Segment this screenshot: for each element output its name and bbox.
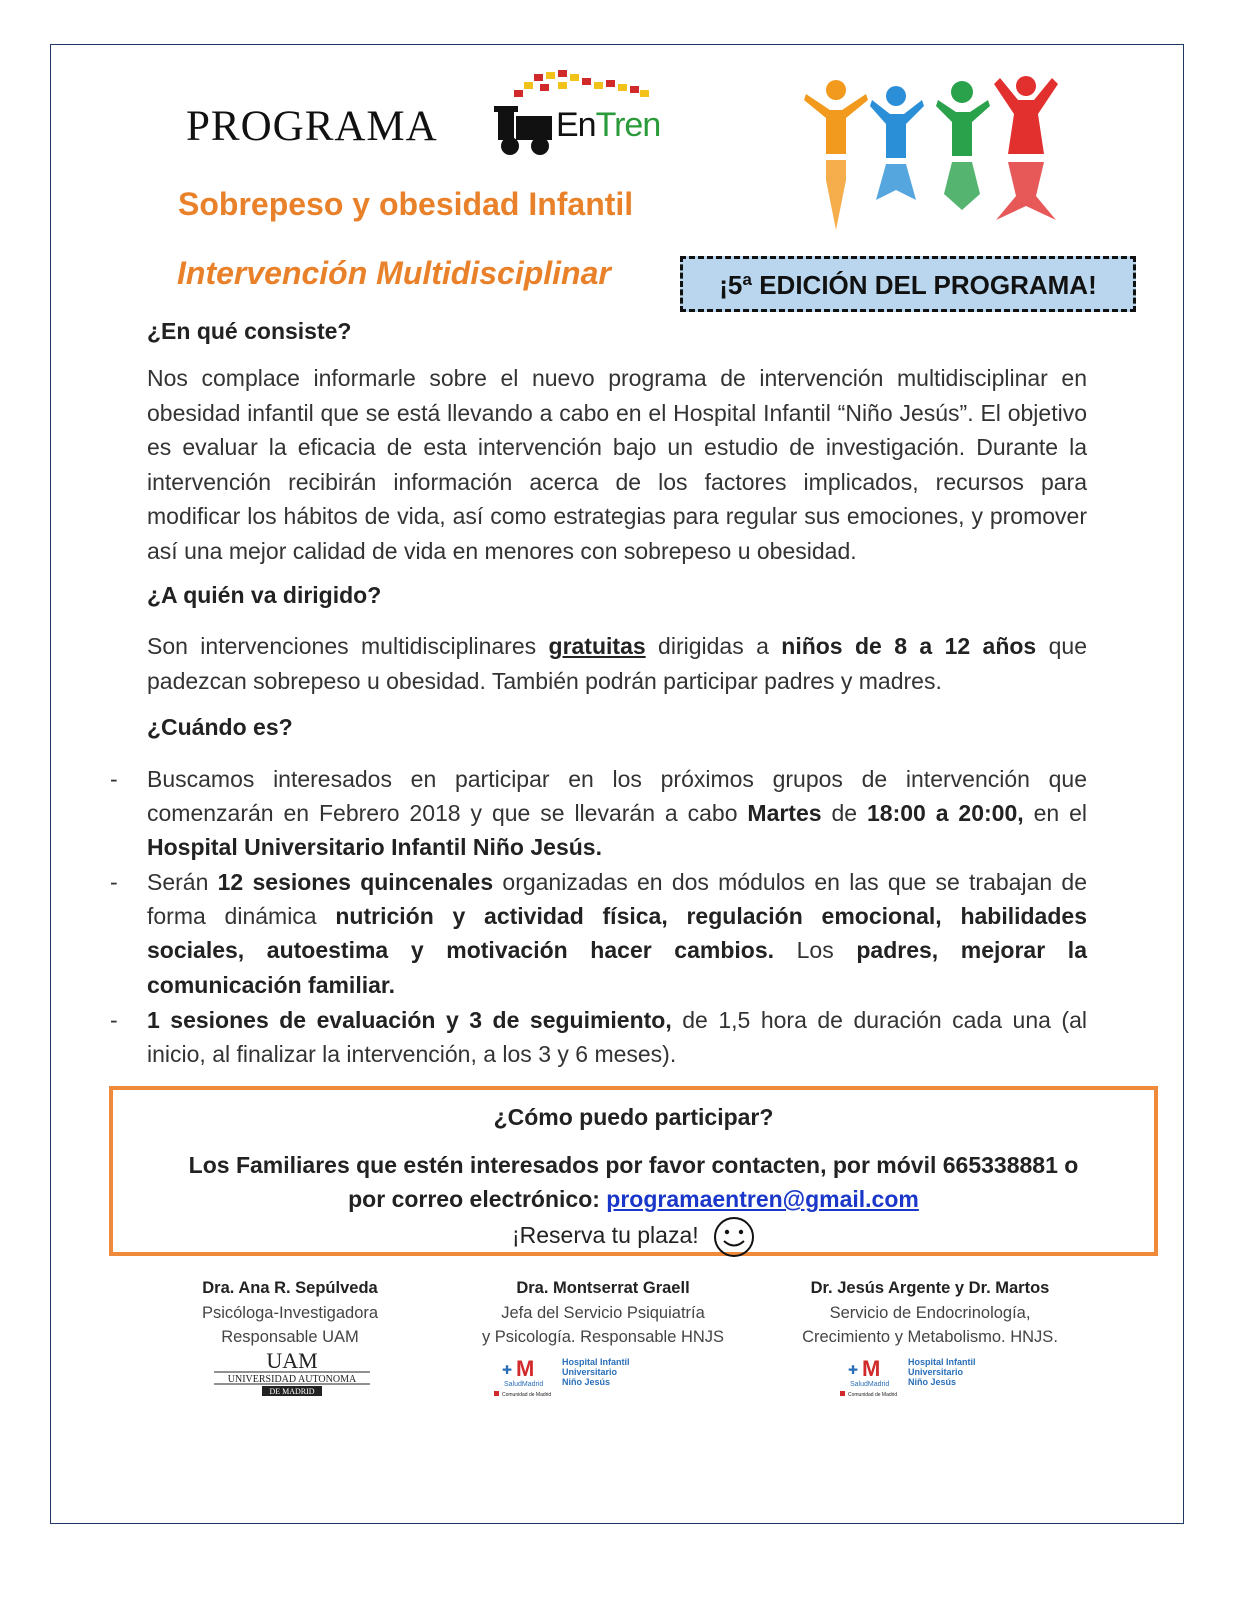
svg-text:Niño Jesús: Niño Jesús — [562, 1377, 611, 1387]
svg-text:DE MADRID: DE MADRID — [269, 1387, 315, 1396]
hnjs-logo — [840, 1354, 1000, 1398]
list-item: - Buscamos interesados en participar en los próximos grupos de intervención que comenzarán en Febrero 2018 y que se llevarán a cabo Martes de 18:00 a 20:00, en el Hospital Universitario Infantil Niño Jesús. — [110, 766, 1087, 861]
page-title: Sobrepeso y obesidad Infantil — [178, 186, 634, 222]
train-engine — [494, 106, 552, 155]
svg-text:Hospital Infantil: Hospital Infantil — [562, 1357, 630, 1367]
free-emphasis: gratuitas — [548, 633, 646, 659]
signature-graell: Dra. Montserrat Graell Jefa del Servicio Psiquiatría y Psicología. Responsable HNJS — [481, 1279, 725, 1346]
svg-text:Comunidad de Madrid: Comunidad de Madrid — [848, 1392, 898, 1398]
program-word: PROGRAMA — [186, 103, 438, 150]
section-heading-consiste: ¿En qué consiste? — [147, 318, 352, 344]
children-figures-logo — [800, 70, 1060, 230]
svg-text:✚: ✚ — [848, 1363, 859, 1377]
svg-text:✚: ✚ — [502, 1363, 513, 1377]
edition-badge: ¡5ª EDICIÓN DEL PROGRAMA! — [680, 256, 1136, 312]
smiley-icon — [713, 1216, 755, 1258]
section-body-dirigido: Son intervenciones multidisciplinares gratuitas dirigidas a niños de 8 a 12 años que padezcan sobrepeso u obesidad. También podrán participar padres y madres. — [147, 633, 1087, 694]
train-smoke-blocks — [514, 70, 649, 97]
list-item: - 1 sesiones de evaluación y 3 de seguimiento, de 1,5 hora de duración cada una (al inicio, al finalizar la intervención, a los 3 y 6 meses). — [110, 1007, 1087, 1068]
svg-text:Niño Jesús: Niño Jesús — [908, 1377, 957, 1387]
svg-text:UNIVERSIDAD AUTONOMA: UNIVERSIDAD AUTONOMA — [227, 1374, 357, 1385]
contact-info: Los Familiares que estén interesados por favor contacten, por móvil 665338881 o por correo electrónico: programaentren@gmail.com — [188, 1152, 1079, 1212]
svg-text:Comunidad de Madrid: Comunidad de Madrid — [502, 1392, 552, 1398]
svg-text:Universitario: Universitario — [908, 1367, 964, 1377]
participate-box — [109, 1086, 1158, 1256]
svg-text:SaludMadrid: SaludMadrid — [850, 1381, 890, 1388]
svg-text:M: M — [862, 1356, 881, 1381]
kid-red — [994, 76, 1058, 220]
svg-text:M: M — [516, 1356, 535, 1381]
signature-argente: Dr. Jesús Argente y Dr. Martos Servicio de Endocrinología, Crecimiento y Metabolismo. HNJS. — [802, 1279, 1058, 1346]
signature-sepulveda: Dra. Ana R. Sepúlveda Psicóloga-Investigadora Responsable UAM — [201, 1279, 379, 1346]
section-heading-dirigido: ¿A quién va dirigido? — [147, 582, 382, 608]
section-body-consiste: Nos complace informarle sobre el nuevo programa de intervención multidisciplinar en obesidad infantil que se está llevando a cabo en el Hospital Infantil “Niño Jesús”. El objetivo es evaluar la eficacia de esta intervención bajo un estudio de investigación. Durante la intervención recibirán información acerca de los factores implicados, recursos para modificar los hábitos de vida, así como estrategias para regular sus emociones, y promover así una mejor calidad de vida en menores con sobrepeso u obesidad. — [147, 365, 1087, 564]
uam-logo — [212, 1348, 372, 1398]
svg-text:Universitario: Universitario — [562, 1367, 618, 1377]
svg-text:SaludMadrid: SaludMadrid — [504, 1381, 544, 1388]
participate-question: ¿Cómo puedo participar? — [493, 1104, 774, 1130]
kid-orange — [804, 80, 868, 230]
list-item: - Serán 12 sesiones quincenales organizadas en dos módulos en las que se trabajan de forma dinámica nutrición y actividad física, regulación emocional, habilidades sociales, autoestima y motivación hacer cambios. Los padres, mejorar la comunicación familiar. — [110, 869, 1088, 998]
kid-blue — [870, 86, 924, 200]
reserve-line: ¡Reserva tu plaza! — [113, 1216, 1154, 1258]
page-subtitle: Intervención Multidisciplinar — [177, 255, 611, 291]
kid-green — [936, 81, 990, 210]
section-heading-cuando: ¿Cuándo es? — [147, 714, 293, 740]
email-link[interactable]: programaentren@gmail.com — [606, 1186, 919, 1212]
svg-text:UAM: UAM — [266, 1348, 318, 1373]
svg-text:Hospital Infantil: Hospital Infantil — [908, 1357, 976, 1367]
hnjs-logo — [494, 1354, 654, 1398]
entren-logo-text: EnTren — [556, 106, 661, 144]
